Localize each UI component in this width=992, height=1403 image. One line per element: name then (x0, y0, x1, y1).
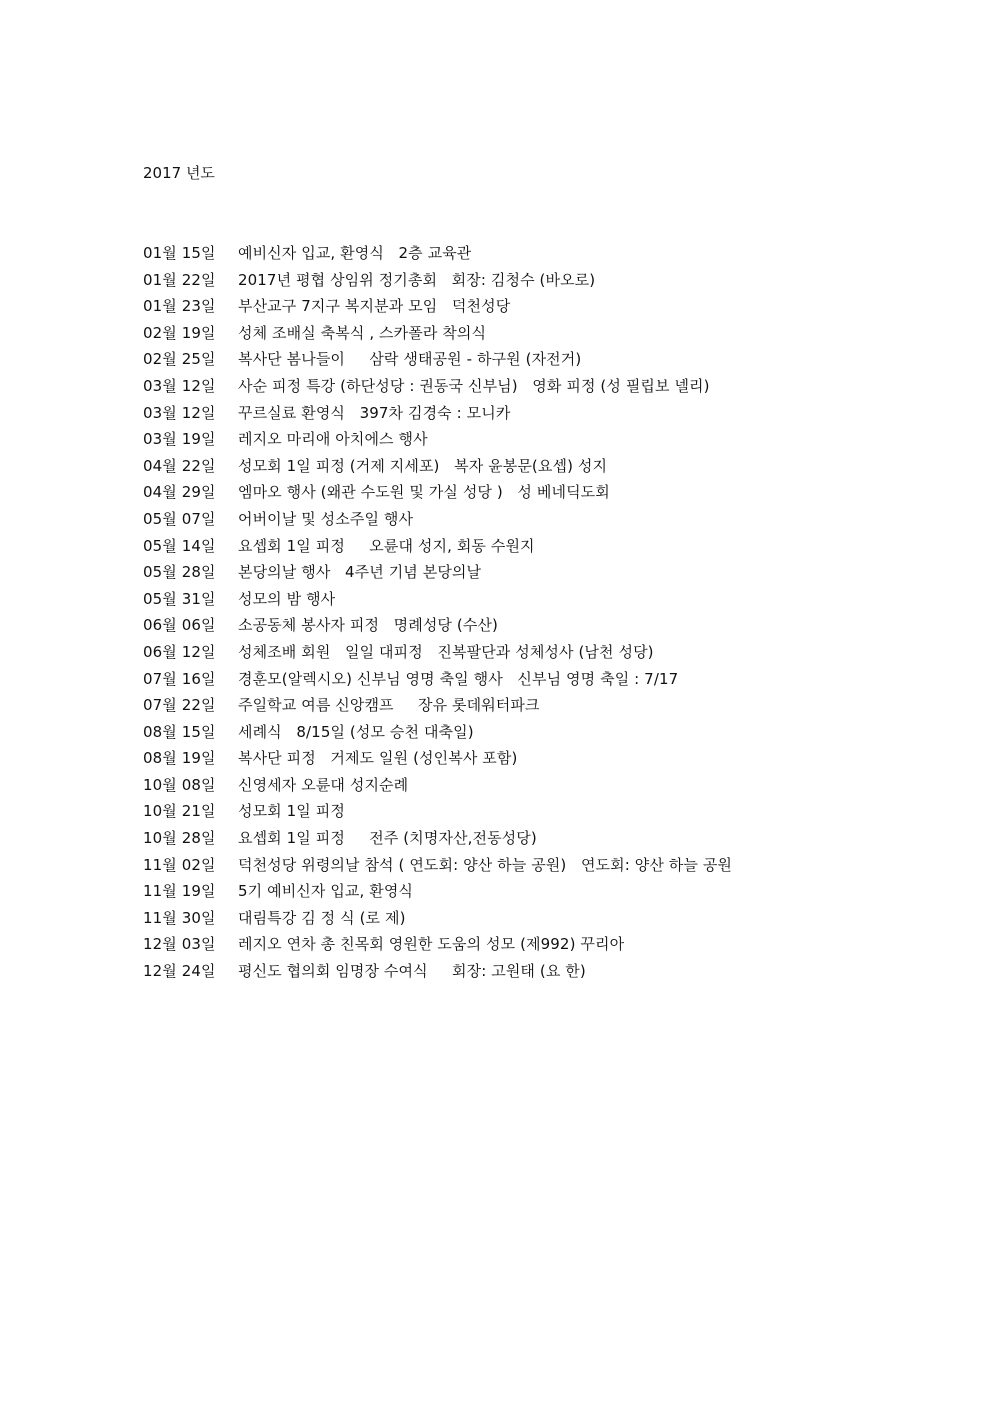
event-date: 08월 15일 (143, 722, 216, 741)
event-date: 02월 19일 (143, 323, 216, 342)
event-description: 본당의날 행사 4주년 기념 본당의날 (238, 563, 482, 582)
event-row (143, 614, 732, 641)
event-row (143, 933, 732, 960)
event-description: 복사단 피정 거제도 일원 (성인복사 포함) (238, 749, 518, 768)
event-date: 06월 06일 (143, 616, 216, 635)
event-row (143, 428, 732, 455)
event-row (143, 854, 732, 881)
event-row (143, 960, 732, 987)
event-date: 07월 22일 (143, 696, 216, 715)
event-description: 예비신자 입교, 환영식 2층 교육관 (238, 244, 472, 262)
event-description: 레지오 마리애 아치에스 행사 (238, 430, 428, 449)
event-description: 요셉회 1일 피정 오륜대 성지, 회동 수원지 (238, 536, 535, 555)
event-description: 사순 피정 특강 (하단성당 : 권동국 신부님) 영화 피정 (성 필립보 넬리) (238, 376, 710, 395)
event-date: 12월 03일 (143, 935, 216, 954)
event-description: 평신도 협의회 임명장 수여식 회장: 고원태 (요 한) (238, 962, 586, 981)
event-description: 소공동체 봉사자 피정 명례성당 (수산) (238, 616, 498, 635)
event-row (143, 641, 732, 668)
event-date: 04월 29일 (143, 483, 216, 502)
event-row (143, 348, 732, 375)
event-row (143, 907, 732, 934)
event-description: 세례식 8/15일 (성모 승천 대축일) (238, 722, 474, 741)
event-description: 성체조배 회원 일일 대피정 진복팔단과 성체성사 (남천 성당) (238, 642, 654, 661)
event-description: 성모회 1일 피정 (238, 802, 345, 821)
event-row (143, 827, 732, 854)
event-date: 02월 25일 (143, 350, 216, 369)
event-description: 성모회 1일 피정 (거제 지세포) 복자 윤봉문(요셉) 성지 (238, 456, 608, 475)
event-date: 11월 30일 (143, 908, 216, 927)
event-list (143, 242, 732, 987)
event-description: 성모의 밤 행사 (238, 589, 336, 608)
event-date: 03월 12일 (143, 376, 216, 395)
event-description: 부산교구 7지구 복지분과 모임 덕천성당 (238, 297, 511, 316)
event-row (143, 774, 732, 801)
event-date: 03월 12일 (143, 403, 216, 422)
event-row (143, 694, 732, 721)
event-description: 레지오 연차 총 친목회 영원한 도움의 성모 (제992) 꾸리아 (238, 935, 625, 954)
event-date: 10월 21일 (143, 802, 216, 821)
event-row (143, 269, 732, 296)
event-date: 01월 15일 (143, 244, 216, 262)
event-row (143, 481, 732, 508)
event-row (143, 535, 732, 562)
event-date: 10월 28일 (143, 829, 216, 848)
event-date: 03월 19일 (143, 430, 216, 449)
event-date: 06월 12일 (143, 642, 216, 661)
event-date: 01월 22일 (143, 270, 216, 289)
event-description: 신영세자 오륜대 성지순례 (238, 775, 409, 794)
event-row (143, 402, 732, 429)
event-row (143, 668, 732, 695)
event-date: 05월 31일 (143, 589, 216, 608)
event-date: 08월 19일 (143, 749, 216, 768)
event-date: 04월 22일 (143, 456, 216, 475)
event-description: 성체 조배실 축복식 , 스카폴라 착의식 (238, 323, 487, 342)
event-date: 11월 19일 (143, 882, 216, 901)
event-date: 12월 24일 (143, 962, 216, 981)
event-date: 05월 28일 (143, 563, 216, 582)
event-date: 05월 07일 (143, 509, 216, 528)
event-description: 경훈모(알렉시오) 신부님 영명 축일 행사 신부님 영명 축일 : 7/17 (238, 669, 679, 688)
event-description: 주일학교 여름 신앙캠프 장유 롯데워터파크 (238, 696, 540, 715)
event-row (143, 588, 732, 615)
event-row (143, 508, 732, 535)
event-row (143, 721, 732, 748)
event-description: 5기 예비신자 입교, 환영식 (238, 882, 414, 901)
event-date: 01월 23일 (143, 297, 216, 316)
event-description: 복사단 봄나들이 삼락 생태공원 - 하구원 (자전거) (238, 350, 582, 369)
event-description: 대림특강 김 정 식 (로 제) (238, 908, 406, 927)
event-row (143, 561, 732, 588)
event-description: 2017년 평협 상임위 정기총회 회장: 김청수 (바오로) (238, 270, 596, 289)
event-row (143, 295, 732, 322)
event-date: 10월 08일 (143, 775, 216, 794)
event-description: 요셉회 1일 피정 전주 (치명자산,전동성당) (238, 829, 537, 848)
event-row (143, 800, 732, 827)
event-row (143, 375, 732, 402)
event-row (143, 322, 732, 349)
event-date: 11월 02일 (143, 855, 216, 874)
event-row (143, 747, 732, 774)
event-description: 덕천성당 위령의날 참석 ( 연도회: 양산 하늘 공원) 연도회: 양산 하늘 공원 (238, 855, 733, 874)
event-row (143, 880, 732, 907)
event-description: 엠마오 행사 (왜관 수도원 및 가실 성당 ) 성 베네딕도회 (238, 483, 610, 502)
event-date: 07월 16일 (143, 669, 216, 688)
year-heading: 2017 년도 (143, 164, 215, 182)
event-row (143, 242, 732, 269)
event-date: 05월 14일 (143, 536, 216, 555)
event-description: 어버이날 및 성소주일 행사 (238, 509, 414, 528)
event-description: 꾸르실료 환영식 397차 김경숙 : 모니카 (238, 403, 511, 422)
event-row (143, 455, 732, 482)
